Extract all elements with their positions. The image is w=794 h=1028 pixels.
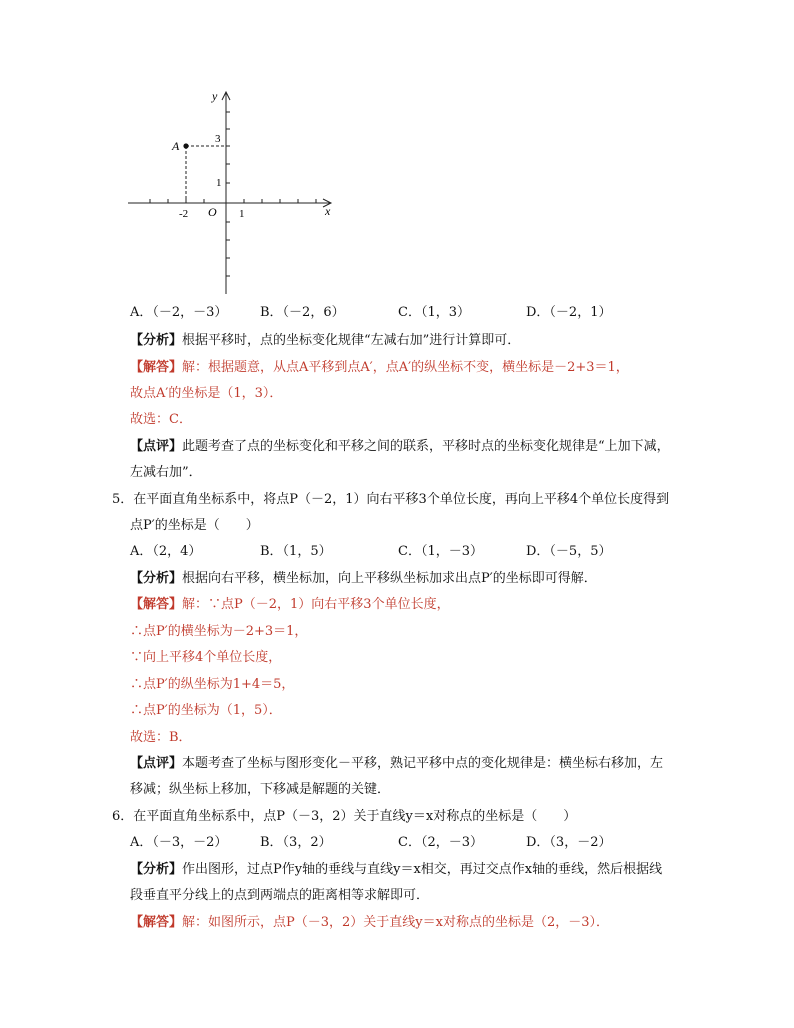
q5-choose: 故选：B．: [130, 730, 192, 745]
q5-comment-line2: 移减；纵坐标上移加，下移减是解题的关键．: [130, 782, 391, 797]
label-tick-x1: 1: [239, 208, 245, 220]
label-y: y: [212, 89, 218, 103]
q6-option-d: D．（3，－2）: [526, 835, 612, 850]
y-ticks: [226, 112, 230, 276]
label-point-a: A: [172, 139, 180, 153]
q6-answer-line1: [130, 913, 609, 933]
q5-stem-line2: 点P′的坐标是（ ）: [130, 518, 259, 533]
q5-comment-line1: [130, 754, 663, 774]
answer-tag: 【解答】: [130, 915, 183, 930]
answer-text: 解：∵点P（－2，1）向右平移3个单位长度，: [182, 597, 450, 612]
q4-option-a: A．（－2，－3）: [130, 305, 228, 320]
q5-answer-line5: ∴点P′的坐标为（1，5）．: [130, 703, 282, 718]
q5-answer-line2: ∴点P′的横坐标为－2+3＝1，: [130, 624, 308, 639]
q5-answer-line4: ∴点P′的纵坐标为1+4＝5，: [130, 677, 295, 692]
label-tick-xm2: -2: [179, 208, 189, 220]
x-ticks: [150, 199, 316, 203]
q4-option-d: D．（－2，1）: [526, 305, 612, 320]
q6-option-b: B．（3，2）: [260, 835, 332, 850]
comment-text: 本题考查了坐标与图形变化－平移，熟记平移中点的变化规律是：横坐标右移加，左: [182, 756, 664, 771]
q5-option-d: D．（－5，5）: [526, 544, 612, 559]
q5-option-b: B．（1，5）: [260, 544, 332, 559]
answer-tag: 【解答】: [130, 360, 183, 375]
q5-option-c: C．（1，－3）: [398, 544, 483, 559]
q4-option-b: B．（－2，6）: [260, 305, 345, 320]
point-a: [183, 143, 188, 148]
q4-comment-line2: 左减右加”．: [130, 465, 202, 480]
q5-answer-line1: [130, 595, 450, 615]
answer-tag: 【解答】: [130, 597, 183, 612]
q5-stem-line1: 5．在平面直角坐标系中，将点P（－2，1）向右平移3个单位长度，再向上平移4个单位长度得到: [112, 492, 670, 507]
q4-answer-line1: [130, 358, 629, 378]
q5-analysis: [130, 569, 597, 589]
q6-option-a: A．（－3，－2）: [130, 835, 228, 850]
q6-stem-line1: 6．在平面直角坐标系中，点P（－3，2）关于直线y＝x对称点的坐标是（ ）: [112, 809, 577, 824]
q6-analysis-line1: [130, 860, 662, 880]
label-x: x: [325, 204, 331, 218]
label-origin: O: [208, 205, 217, 219]
comment-tag: 【点评】: [130, 439, 183, 454]
comment-text: 此题考查了点的坐标变化和平移之间的联系，平移时点的坐标变化规律是“上加下减，: [182, 439, 670, 454]
q4-comment-line1: [130, 437, 670, 457]
answer-text: 解：根据题意，从点A平移到点A′，点A′的纵坐标不变，横坐标是－2+3＝1，: [182, 360, 629, 375]
q5-answer-line3: ∵向上平移4个单位长度，: [130, 650, 282, 665]
q4-analysis: [130, 331, 520, 351]
coordinate-graph: [120, 82, 340, 302]
q4-answer-line2: 故点A′的坐标是（1，3）．: [130, 386, 283, 401]
analysis-tag: 【分析】: [130, 333, 183, 348]
q5-option-a: A．（2，4）: [130, 544, 202, 559]
comment-tag: 【点评】: [130, 756, 183, 771]
analysis-text: 根据向右平移，横坐标加，向上平移纵坐标加求出点P′的坐标即可得解．: [182, 571, 597, 586]
analysis-text: 根据平移时，点的坐标变化规律“左减右加”进行计算即可．: [182, 333, 521, 348]
analysis-tag: 【分析】: [130, 571, 183, 586]
q4-choose: 故选：C．: [130, 412, 192, 427]
q6-analysis-line2: 段垂直平分线上的点到两端点的距离相等求解即可．: [130, 888, 430, 903]
q4-option-c: C．（1，3）: [398, 305, 470, 320]
label-tick-y3: 3: [215, 133, 221, 145]
analysis-text: 作出图形，过点P作y轴的垂线与直线y＝x相交，再过交点作x轴的垂线，然后根据线: [182, 862, 663, 877]
label-tick-y1: 1: [216, 177, 222, 189]
q6-option-c: C．（2，－3）: [398, 835, 483, 850]
analysis-tag: 【分析】: [130, 862, 183, 877]
answer-text: 解：如图所示，点P（－3，2）关于直线y＝x对称点的坐标是（2，－3）．: [182, 915, 610, 930]
